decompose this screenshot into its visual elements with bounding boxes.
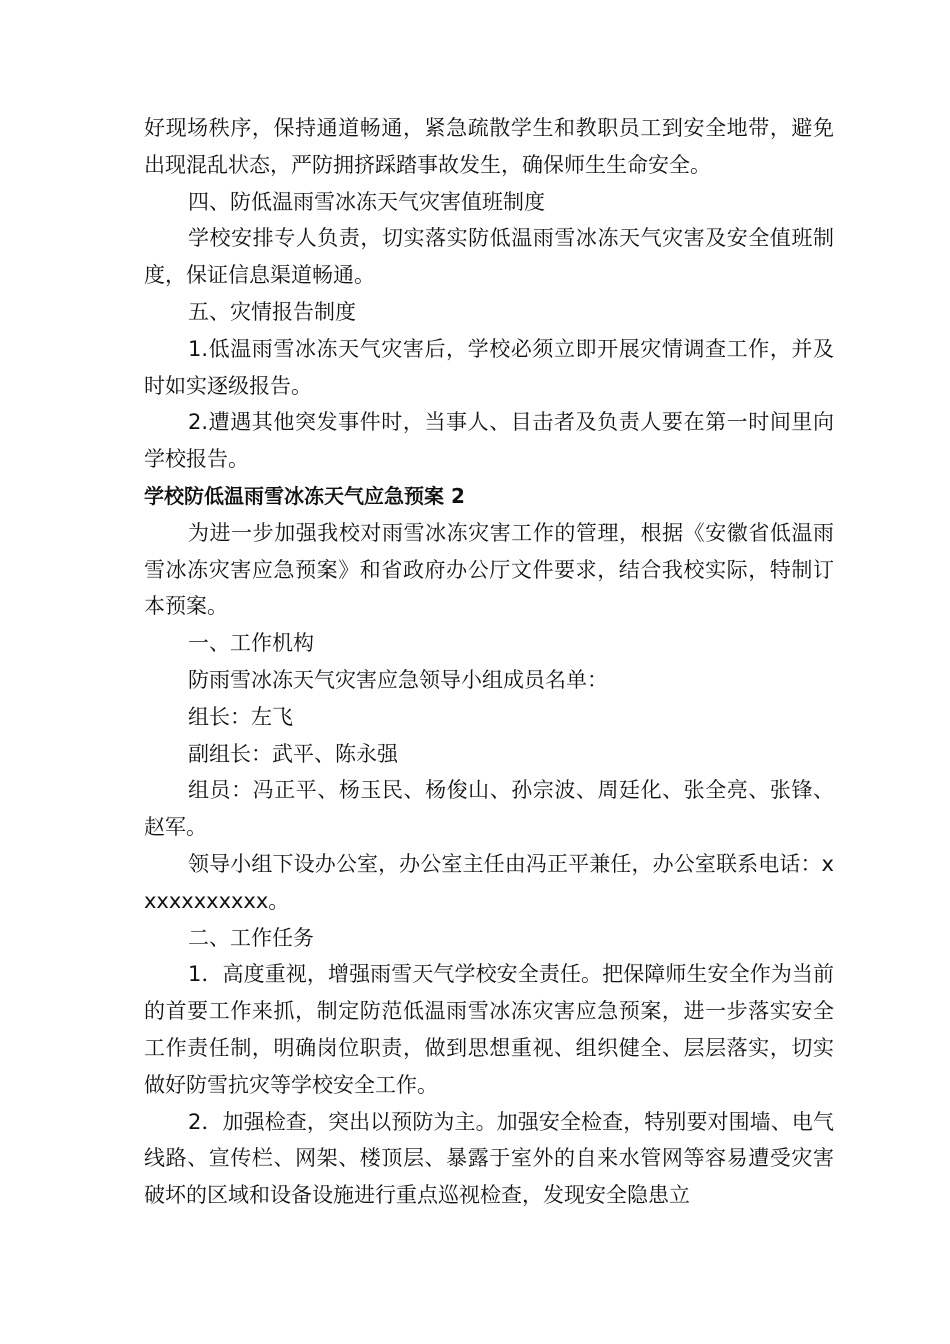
section-title-2: 二、工作任务 [188, 925, 314, 950]
paragraph-2: 学校安排专人负责，切实落实防低温雨雪冰冻天气灾害及安全值班制度，保证信息渠道畅通。 [144, 226, 834, 288]
section-title-4: 四、防低温雨雪冰冻天气灾害值班制度 [188, 189, 545, 214]
paragraph-0: 好现场秩序，保持通道畅通，紧急疏散学生和教职员工到安全地带，避免出现混乱状态，严防拥挤踩踏事故发生，确保师生生命安全。 [144, 116, 834, 177]
paragraph-5: 2.遭遇其他突发事件时，当事人、目击者及负责人要在第一时间里向学校报告。 [144, 410, 834, 472]
section-title-1: 一、工作机构 [188, 631, 314, 656]
paragraph-16: 2．加强检查，突出以预防为主。加强安全检查，特别要对围墙、电气线路、宣传栏、网架、楼顶层、暴露于室外的自来水管网等容易遭受灾害破坏的区域和设备设施进行重点巡视检查，发现安全隐患立 [144, 1109, 834, 1208]
paragraph-9: 防雨雪冰冻天气灾害应急领导小组成员名单： [188, 667, 608, 692]
document-page [144, 110, 834, 1214]
paragraph-10: 组长：左飞 [188, 704, 293, 729]
paragraph-7: 为进一步加强我校对雨雪冰冻灾害工作的管理，根据《安徽省低温雨雪冰冻灾害应急预案》和省政府办公厅文件要求，结合我校实际，特制订本预案。 [144, 520, 834, 619]
paragraph-12: 组员：冯正平、杨玉民、杨俊山、孙宗波、周廷化、张全亮、张锋、赵军。 [144, 778, 834, 840]
section-title-5: 五、灾情报告制度 [188, 299, 356, 324]
document-heading: 学校防低温雨雪冰冻天气应急预案 2 [144, 483, 465, 508]
paragraph-4: 1.低温雨雪冰冻天气灾害后，学校必须立即开展灾情调查工作，并及时如实逐级报告。 [144, 336, 834, 398]
paragraph-15: 1．高度重视，增强雨雪天气学校安全责任。把保障师生安全作为当前的首要工作来抓，制定防范低温雨雪冰冻灾害应急预案，进一步落实安全工作责任制，明确岗位职责，做到思想重视、组织健全、层层落实，切实做好防雪抗灾等学校安全工作。 [144, 962, 834, 1097]
paragraph-11: 副组长：武平、陈永强 [188, 741, 398, 766]
paragraph-13: 领导小组下设办公室，办公室主任由冯正平兼任，办公室联系电话：xxxxxxxxxxx。 [144, 851, 834, 913]
